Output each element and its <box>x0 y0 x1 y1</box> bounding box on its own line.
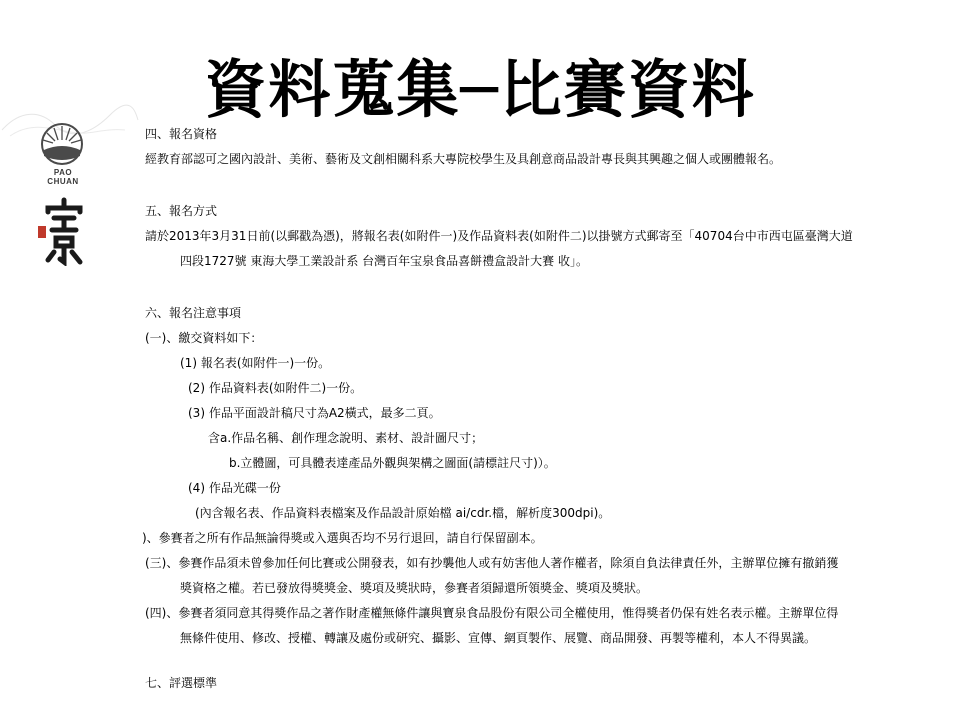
section-5-line1: 請於2013年3月31日前(以郵戳為憑)，將報名表(如附件一)及作品資料表(如附件二)以掛號方式郵寄至「40704台中市西屯區臺灣大道 <box>145 229 853 243</box>
brand-calligraphy <box>38 196 90 266</box>
brand-en-line2: CHUAN <box>47 177 79 186</box>
section-6-item4a: (內含報名表、作品資料表檔案及作品設計原始檔 ai/cdr.檔，解析度300dpi)。 <box>195 506 611 520</box>
brand-en-line1: PAO <box>53 168 73 177</box>
section-6-sub4-line1: (四)、參賽者須同意其得獎作品之著作財產權無條件讓與寶泉食品股份有限公司全權使用，惟得獎者仍保有姓名表示權。主辦單位得 <box>145 606 839 620</box>
section-6-heading: 六、報名注意事項 <box>145 306 242 320</box>
sunburst-icon <box>36 120 88 166</box>
section-4-body: 經教育部認可之國內設計、美術、藝術及文創相關科系大專院校學生及具創意商品設計專長與其興趣之個人或團體報名。 <box>145 152 782 166</box>
pao-chuan-logo <box>28 120 98 270</box>
section-5-line2: 四段1727號 東海大學工業設計系 台灣百年宝泉食品喜餅禮盒設計大賽 收」。 <box>180 254 588 268</box>
section-6-sub1: (一)、繳交資料如下： <box>145 331 263 345</box>
section-6-sub3-line1: (三)、參賽作品須未曾參加任何比賽或公開發表，如有抄襲他人或有妨害他人著作權者，除須自負法律責任外，主辦單位擁有撤銷獲 <box>145 556 839 570</box>
section-6-sub2: )、參賽者之所有作品無論得獎或入選與否均不另行退回，請自行保留副本。 <box>142 531 543 545</box>
page-title: 資料蒐集─比賽資料 <box>204 53 756 126</box>
section-7-heading: 七、評選標準 <box>145 676 218 690</box>
section-6-item2: (2) 作品資料表(如附件二)一份。 <box>188 381 363 395</box>
document-body <box>142 122 935 696</box>
section-6-item4: (4) 作品光碟一份 <box>188 481 281 495</box>
section-5-heading: 五、報名方式 <box>145 204 218 218</box>
section-6-item3a: 含a.作品名稱、創作理念說明、素材、設計圖尺寸； <box>208 431 484 445</box>
section-6-item3b: b.立體圖，可具體表達產品外觀與架構之圖面(請標註尺寸)）。 <box>229 456 556 470</box>
section-6-item1: (1) 報名表(如附件一)一份。 <box>180 356 331 370</box>
section-6-sub4-line2: 無條件使用、修改、授權、轉讓及處份或研究、攝影、宣傳、網頁製作、展覽、商品開發、再製等權利，本人不得異議。 <box>180 631 817 645</box>
section-6-sub3-line2: 獎資格之權。若已發放得獎獎金、獎項及獎狀時，參賽者須歸還所領獎金、獎項及獎狀。 <box>180 581 649 595</box>
section-6-item3: (3) 作品平面設計稿尺寸為A2橫式，最多二頁。 <box>188 406 441 420</box>
section-4-heading: 四、報名資格 <box>145 127 218 141</box>
